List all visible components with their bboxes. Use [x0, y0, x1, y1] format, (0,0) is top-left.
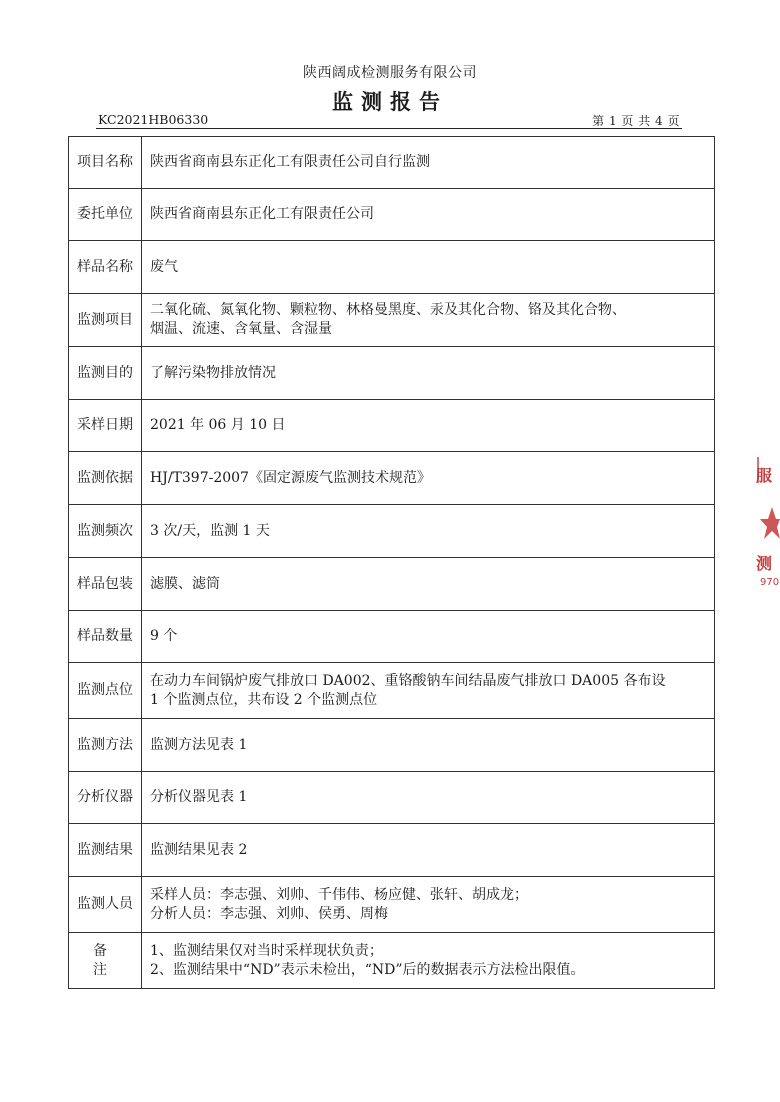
value-line: 滤膜、滤筒: [150, 575, 220, 592]
value-line: 烟温、流速、含氧量、含湿量: [150, 321, 332, 337]
row-label: 采样日期: [69, 400, 142, 452]
row-method: [69, 719, 715, 772]
row-packaging: [69, 558, 715, 611]
row-value: [142, 772, 715, 824]
row-monitoring-points: [69, 663, 715, 719]
value-line: 分析仪器见表 1: [150, 789, 248, 805]
value-line: 陕西省商南县东正化工有限责任公司: [150, 206, 374, 222]
row-client: [69, 189, 715, 241]
value-line: 二氧化硫、氮氧化物、颗粒物、林格曼黑度、汞及其化合物、铬及其化合物、: [150, 302, 626, 318]
row-project-name: [69, 137, 715, 189]
value-line: 采样人员：李志强、刘帅、千伟伟、杨应健、张轩、胡成龙；: [150, 886, 528, 903]
row-sample-count: [69, 611, 715, 663]
row-instrument: [69, 772, 715, 824]
page-indicator: 第 1 页 共 4 页: [592, 114, 680, 128]
row-frequency: [69, 505, 715, 558]
red-seal-fragment: [750, 455, 780, 595]
row-value: [142, 505, 715, 558]
row-value: [142, 611, 715, 663]
report-title: 监测报告: [332, 89, 448, 114]
value-line: 在动力车间锅炉废气排放口 DA002、重铬酸钠车间结晶废气排放口 DA005 各布设: [150, 672, 666, 689]
row-sample-name: [69, 241, 715, 294]
row-personnel: [69, 877, 715, 933]
row-value: [142, 877, 715, 933]
row-label: 备注: [69, 933, 142, 989]
row-value: [142, 663, 715, 719]
row-value: [142, 719, 715, 772]
value-line: 9 个: [150, 628, 178, 644]
row-remarks: [69, 933, 715, 989]
company-name: 陕西阔成检测服务有限公司: [303, 65, 477, 81]
row-label: 项目名称: [69, 137, 142, 189]
row-label: 委托单位: [69, 189, 142, 241]
row-value: [142, 933, 715, 989]
value-line: HJ/T397-2007《固定源废气监测技术规范》: [150, 469, 431, 486]
row-value: [142, 137, 715, 189]
header-divider: [96, 128, 682, 129]
value-line: 监测方法见表 1: [150, 736, 248, 753]
row-label: 样品包装: [69, 558, 142, 611]
row-label: 监测人员: [69, 877, 142, 933]
row-value: [142, 558, 715, 611]
row-value: [142, 452, 715, 505]
row-label: 监测目的: [69, 347, 142, 400]
value-line: 了解污染物排放情况: [150, 364, 276, 381]
value-line: 陕西省商南县东正化工有限责任公司自行监测: [150, 154, 430, 170]
row-label: 监测依据: [69, 452, 142, 505]
report-number: KC2021HB06330: [98, 112, 209, 127]
row-label: 监测结果: [69, 824, 142, 877]
row-label: 监测方法: [69, 719, 142, 772]
report-info-table: [68, 136, 715, 989]
row-purpose: [69, 347, 715, 400]
row-monitoring-items: [69, 294, 715, 347]
value-line: 3 次/天，监测 1 天: [150, 522, 270, 539]
seal-char: 测: [756, 554, 773, 573]
row-label: 样品数量: [69, 611, 142, 663]
row-result: [69, 824, 715, 877]
row-value: [142, 824, 715, 877]
seal-number: 970: [760, 577, 780, 588]
value-line: 1、监测结果仅对当时采样现状负责；: [150, 942, 383, 959]
row-label: 监测频次: [69, 505, 142, 558]
value-line: 2021 年 06 月 10 日: [150, 417, 286, 433]
row-value: [142, 347, 715, 400]
value-line: 监测结果见表 2: [150, 841, 248, 858]
row-label: 样品名称: [69, 241, 142, 294]
row-value: [142, 294, 715, 347]
value-line: 废气: [150, 258, 178, 275]
seal-char: 服: [756, 466, 773, 485]
row-label: 监测项目: [69, 294, 142, 347]
row-label: 监测点位: [69, 663, 142, 719]
row-value: [142, 400, 715, 452]
value-line: 分析人员：李志强、刘帅、侯勇、周梅: [150, 905, 388, 922]
value-line: 1 个监测点位，共布设 2 个监测点位: [150, 691, 378, 708]
row-value: [142, 189, 715, 241]
row-basis: [69, 452, 715, 505]
row-sampling-date: [69, 400, 715, 452]
value-line: 2、监测结果中“ND”表示未检出，“ND”后的数据表示方法检出限值。: [150, 961, 585, 978]
row-value: [142, 241, 715, 294]
row-label: 分析仪器: [69, 772, 142, 824]
